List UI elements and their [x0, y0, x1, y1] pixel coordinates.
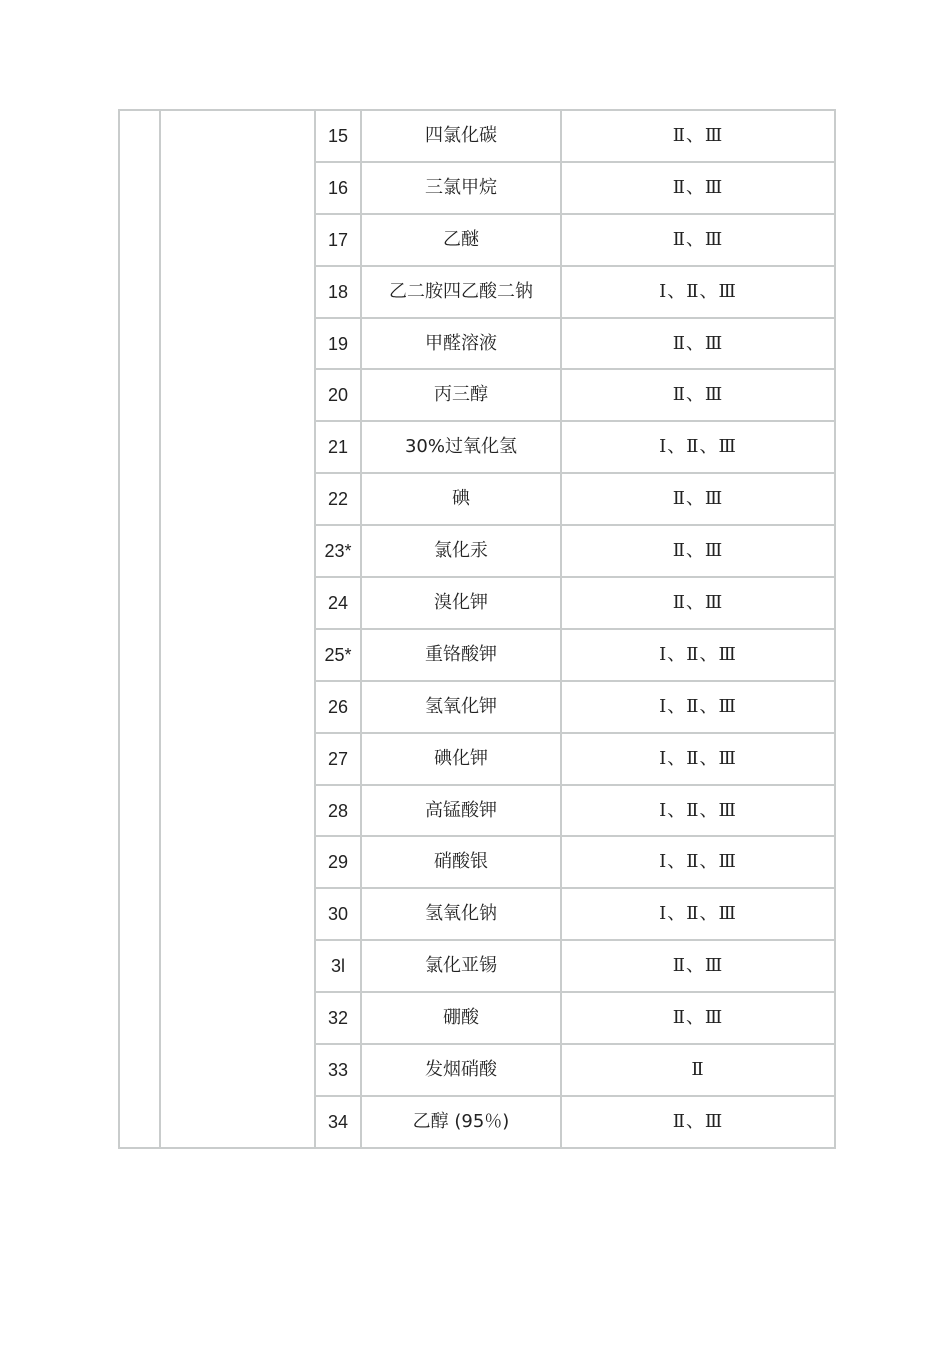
applicable-classes: Ⅰ、Ⅱ、Ⅲ — [561, 836, 835, 888]
chemical-name: 四氯化碳 — [361, 110, 561, 162]
row-number: 24 — [315, 577, 361, 629]
row-number: 19 — [315, 318, 361, 370]
row-number: 32 — [315, 992, 361, 1044]
applicable-classes: Ⅱ、Ⅲ — [561, 318, 835, 370]
chemical-name: 三氯甲烷 — [361, 162, 561, 214]
chemical-table — [118, 109, 836, 1149]
applicable-classes: Ⅱ、Ⅲ — [561, 525, 835, 577]
row-number: 29 — [315, 836, 361, 888]
applicable-classes: Ⅰ、Ⅱ、Ⅲ — [561, 629, 835, 681]
chemical-name: 高锰酸钾 — [361, 785, 561, 837]
chemical-name: 碘化钾 — [361, 733, 561, 785]
applicable-classes: Ⅱ、Ⅲ — [561, 369, 835, 421]
row-number: 25* — [315, 629, 361, 681]
chemical-name: 丙三醇 — [361, 369, 561, 421]
subcategory-cell — [160, 110, 315, 1148]
row-number: 26 — [315, 681, 361, 733]
chemical-name: 硝酸银 — [361, 836, 561, 888]
chemical-name: 碘 — [361, 473, 561, 525]
row-number: 21 — [315, 421, 361, 473]
applicable-classes: Ⅰ、Ⅱ、Ⅲ — [561, 421, 835, 473]
chemical-name: 发烟硝酸 — [361, 1044, 561, 1096]
chemical-name: 乙二胺四乙酸二钠 — [361, 266, 561, 318]
chemical-name: 氢氧化钾 — [361, 681, 561, 733]
applicable-classes: Ⅰ、Ⅱ、Ⅲ — [561, 266, 835, 318]
applicable-classes: Ⅰ、Ⅱ、Ⅲ — [561, 733, 835, 785]
chemical-name: 甲醛溶液 — [361, 318, 561, 370]
chemical-name: 30%过氧化氢 — [361, 421, 561, 473]
applicable-classes: Ⅱ、Ⅲ — [561, 110, 835, 162]
row-number: 18 — [315, 266, 361, 318]
chemical-name: 乙醚 — [361, 214, 561, 266]
applicable-classes: Ⅰ、Ⅱ、Ⅲ — [561, 681, 835, 733]
applicable-classes: Ⅱ、Ⅲ — [561, 577, 835, 629]
row-number: 15 — [315, 110, 361, 162]
applicable-classes: Ⅱ、Ⅲ — [561, 1096, 835, 1148]
applicable-classes: Ⅱ — [561, 1044, 835, 1096]
applicable-classes: Ⅰ、Ⅱ、Ⅲ — [561, 785, 835, 837]
row-number: 27 — [315, 733, 361, 785]
row-number: 22 — [315, 473, 361, 525]
table-row — [119, 110, 835, 162]
row-number: 3l — [315, 940, 361, 992]
row-number: 17 — [315, 214, 361, 266]
chemical-name: 氯化汞 — [361, 525, 561, 577]
row-number: 33 — [315, 1044, 361, 1096]
chemical-name: 硼酸 — [361, 992, 561, 1044]
applicable-classes: Ⅱ、Ⅲ — [561, 940, 835, 992]
row-number: 34 — [315, 1096, 361, 1148]
applicable-classes: Ⅱ、Ⅲ — [561, 473, 835, 525]
applicable-classes: Ⅱ、Ⅲ — [561, 992, 835, 1044]
chemical-name: 氢氧化钠 — [361, 888, 561, 940]
applicable-classes: Ⅱ、Ⅲ — [561, 162, 835, 214]
chemical-name: 乙醇 (95％) — [361, 1096, 561, 1148]
row-number: 28 — [315, 785, 361, 837]
chemical-name: 氯化亚锡 — [361, 940, 561, 992]
row-number: 16 — [315, 162, 361, 214]
row-number: 20 — [315, 369, 361, 421]
chemical-name: 重铬酸钾 — [361, 629, 561, 681]
row-number: 23* — [315, 525, 361, 577]
chemical-name: 溴化钾 — [361, 577, 561, 629]
row-number: 30 — [315, 888, 361, 940]
category-cell — [119, 110, 160, 1148]
applicable-classes: Ⅰ、Ⅱ、Ⅲ — [561, 888, 835, 940]
applicable-classes: Ⅱ、Ⅲ — [561, 214, 835, 266]
